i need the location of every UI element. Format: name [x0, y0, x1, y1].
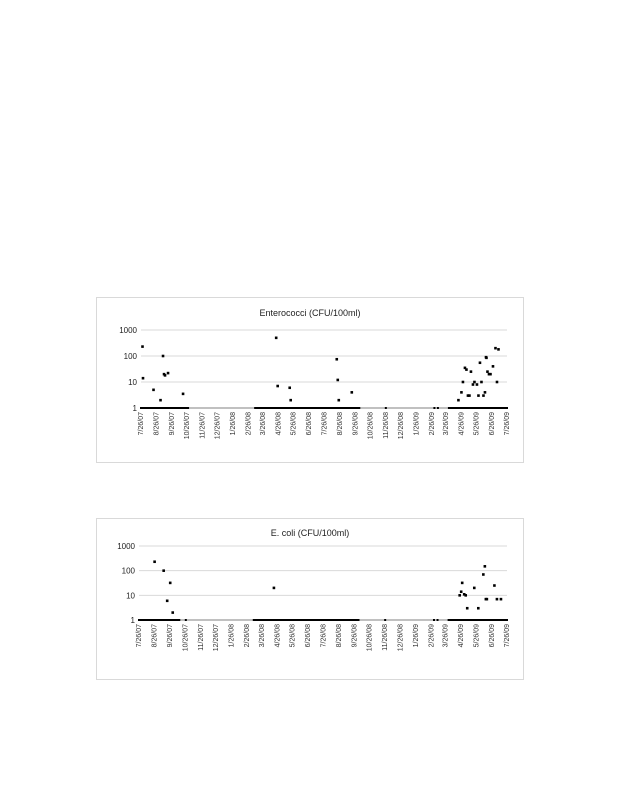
ecoli-data-point [464, 594, 467, 597]
enterococci-data-point [276, 385, 279, 388]
ecoli-data-point [171, 611, 174, 614]
ecoli-data-point [473, 587, 476, 590]
ecoli-baseline-point [384, 619, 386, 621]
ecoli-baseline-point [437, 619, 439, 621]
ecoli-data-point [169, 582, 172, 585]
enterococci-baseline-point [506, 407, 508, 409]
enterococci-y-tick-label: 1 [132, 404, 137, 413]
enterococci-data-point [476, 383, 479, 386]
ecoli-data-point [153, 560, 156, 563]
enterococci-data-point [486, 370, 489, 373]
ecoli-x-tick-label: 6/26/09 [488, 624, 496, 648]
ecoli-x-tick-label: 1/26/09 [412, 624, 420, 648]
ecoli-x-tick-label: 7/26/07 [136, 624, 143, 648]
ecoli-x-tick-label: 12/26/08 [397, 624, 405, 652]
enterococci-data-point [479, 361, 482, 364]
ecoli-data-point [477, 607, 480, 610]
enterococci-data-point [142, 377, 145, 380]
enterococci-baseline-point [358, 407, 360, 409]
ecoli-data-point [273, 587, 276, 590]
enterococci-data-point [182, 393, 185, 396]
ecoli-x-tick-label: 11/26/08 [382, 624, 390, 651]
ecoli-x-tick-label: 3/26/08 [258, 624, 266, 648]
ecoli-data-point [493, 584, 496, 587]
ecoli-baseline-point [433, 619, 435, 621]
enterococci-data-point [335, 358, 338, 361]
ecoli-data-point [466, 607, 469, 610]
enterococci-baseline-point [187, 407, 189, 409]
ecoli-x-tick-label: 3/26/09 [442, 624, 450, 648]
ecoli-x-tick-label: 8/26/08 [335, 624, 343, 648]
enterococci-x-tick-label: 9/26/07 [169, 412, 177, 436]
enterococci-data-point [457, 399, 460, 402]
ecoli-x-tick-label: 1/26/08 [228, 624, 236, 648]
enterococci-x-tick-label: 4/26/08 [275, 412, 283, 436]
enterococci-data-point [462, 381, 465, 384]
enterococci-baseline-point [433, 407, 435, 409]
enterococci-data-point [141, 345, 144, 348]
enterococci-data-point [497, 348, 500, 351]
enterococci-data-point [494, 347, 497, 350]
enterococci-chart [97, 298, 523, 462]
ecoli-y-tick-label: 1000 [117, 542, 135, 551]
enterococci-data-point [275, 337, 278, 340]
ecoli-y-tick-label: 1 [130, 616, 135, 625]
ecoli-x-tick-label: 9/26/08 [351, 624, 359, 648]
enterococci-x-tick-label: 8/26/07 [153, 412, 161, 436]
ecoli-x-tick-label: 4/26/09 [458, 624, 466, 648]
enterococci-y-tick-label: 10 [128, 378, 137, 387]
ecoli-data-point [460, 590, 463, 593]
ecoli-x-tick-label: 7/26/08 [320, 624, 328, 648]
ecoli-data-point [482, 573, 485, 576]
enterococci-data-point [473, 381, 476, 384]
ecoli-x-tick-label: 10/26/08 [366, 624, 374, 652]
enterococci-x-tick-label: 10/26/07 [184, 412, 192, 440]
enterococci-x-tick-label: 7/26/09 [504, 412, 511, 436]
enterococci-data-point [337, 399, 340, 402]
enterococci-data-point [289, 399, 292, 402]
enterococci-x-tick-label: 3/26/09 [442, 412, 450, 436]
enterococci-x-tick-label: 9/26/08 [352, 412, 360, 436]
ecoli-x-tick-label: 9/26/07 [167, 624, 175, 648]
enterococci-x-tick-label: 8/26/08 [336, 412, 344, 436]
ecoli-x-tick-label: 11/26/07 [197, 624, 205, 651]
enterococci-data-point [162, 355, 165, 358]
enterococci-x-tick-label: 11/26/08 [382, 412, 390, 439]
enterococci-x-tick-label: 6/26/09 [488, 412, 496, 436]
enterococci-x-tick-label: 7/26/07 [138, 412, 145, 436]
ecoli-y-tick-label: 100 [121, 566, 135, 576]
enterococci-data-point [468, 394, 471, 397]
enterococci-x-tick-label: 4/26/09 [458, 412, 466, 436]
enterococci-data-point [288, 386, 291, 389]
enterococci-x-tick-label: 12/26/08 [397, 412, 405, 440]
ecoli-x-tick-label: 5/26/08 [289, 624, 297, 648]
ecoli-x-tick-label: 2/26/08 [244, 624, 252, 648]
ecoli-x-tick-label: 7/26/09 [504, 624, 511, 648]
enterococci-data-point [484, 391, 487, 394]
ecoli-data-point [162, 569, 165, 572]
enterococci-baseline-point [385, 407, 387, 409]
enterococci-y-tick-label: 100 [123, 352, 137, 361]
enterococci-data-point [496, 381, 499, 384]
ecoli-chart-title: E. coli (CFU/100ml) [270, 528, 350, 538]
enterococci-x-tick-label: 10/26/08 [367, 412, 375, 440]
enterococci-x-tick-label: 3/26/08 [260, 412, 268, 436]
enterococci-data-point [489, 373, 492, 376]
enterococci-data-point [336, 379, 339, 382]
ecoli-data-point [486, 598, 489, 601]
ecoli-x-tick-label: 6/26/08 [305, 624, 313, 648]
enterococci-x-tick-label: 1/26/08 [230, 412, 238, 436]
ecoli-x-tick-label: 12/26/07 [213, 624, 221, 652]
enterococci-baseline-point [437, 407, 439, 409]
ecoli-y-tick-label: 10 [126, 591, 135, 601]
enterococci-x-tick-label: 11/26/07 [199, 412, 207, 439]
ecoli-x-tick-label: 10/26/07 [182, 624, 190, 652]
ecoli-data-point [461, 582, 464, 585]
enterococci-x-tick-label: 6/26/08 [306, 412, 314, 436]
ecoli-x-tick-label: 5/26/09 [473, 624, 481, 648]
enterococci-data-point [152, 389, 155, 392]
ecoli-baseline-point [506, 619, 508, 621]
enterococci-data-point [167, 372, 170, 375]
ecoli-data-point [458, 594, 461, 597]
ecoli-baseline-point [185, 619, 187, 621]
ecoli-data-point [496, 598, 499, 601]
ecoli-data-point [484, 565, 487, 568]
enterococci-data-point [477, 394, 480, 397]
enterococci-chart-panel [96, 297, 524, 463]
ecoli-baseline-point [178, 619, 180, 621]
ecoli-chart-panel [96, 518, 524, 680]
ecoli-x-tick-label: 2/26/09 [428, 624, 436, 648]
enterococci-x-tick-label: 12/26/07 [214, 412, 222, 440]
enterococci-data-point [164, 374, 167, 377]
enterococci-data-point [470, 370, 473, 373]
enterococci-data-point [485, 357, 488, 360]
enterococci-data-point [350, 391, 353, 394]
enterococci-chart-title: Enterococci (CFU/100ml) [259, 308, 361, 318]
enterococci-data-point [480, 381, 483, 384]
enterococci-x-tick-label: 2/26/08 [245, 412, 253, 436]
ecoli-x-tick-label: 4/26/08 [274, 624, 282, 648]
ecoli-data-point [166, 600, 169, 603]
enterococci-x-tick-label: 1/26/09 [413, 412, 421, 436]
enterococci-x-tick-label: 7/26/08 [321, 412, 329, 436]
enterococci-x-tick-label: 2/26/09 [428, 412, 436, 436]
ecoli-baseline-point [357, 619, 359, 621]
enterococci-data-point [492, 365, 495, 368]
enterococci-data-point [460, 391, 463, 394]
enterococci-data-point [465, 368, 468, 371]
enterococci-x-tick-label: 5/26/08 [290, 412, 298, 436]
enterococci-data-point [159, 399, 162, 402]
enterococci-x-tick-label: 5/26/09 [473, 412, 481, 436]
ecoli-data-point [500, 598, 503, 601]
ecoli-x-tick-label: 8/26/07 [151, 624, 159, 648]
enterococci-data-point [482, 394, 485, 397]
ecoli-chart [97, 519, 523, 679]
enterococci-y-tick-label: 1000 [119, 326, 137, 335]
enterococci-data-point [472, 383, 475, 386]
